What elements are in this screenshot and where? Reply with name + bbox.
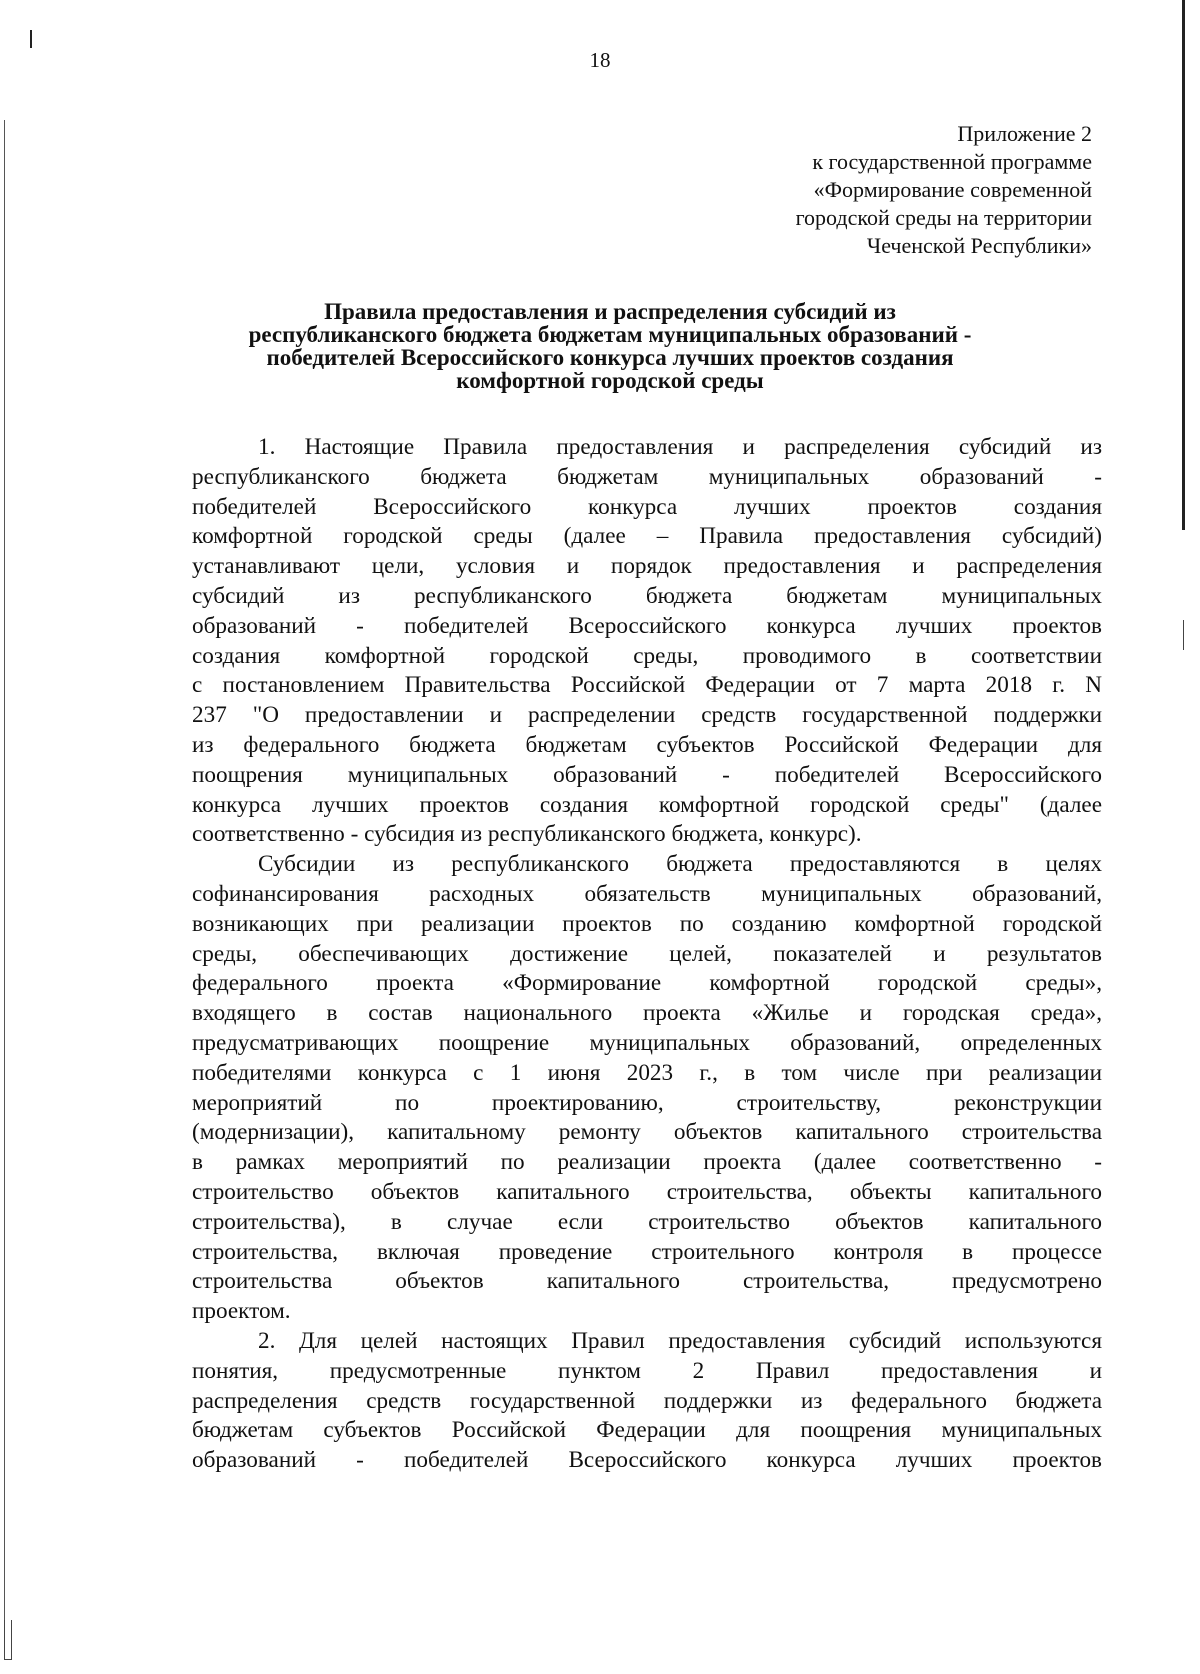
paragraph-line: из федерального бюджета бюджетам субъектов Российской Федерации для <box>192 731 1102 758</box>
annex-line: Приложение 2 <box>957 121 1092 146</box>
paragraph-line: победителями конкурса с 1 июня 2023 г., в том числе при реализации <box>192 1059 1102 1086</box>
annex-line: к государственной программе <box>812 149 1092 174</box>
paragraph-line: бюджетам субъектов Российской Федерации для поощрения муниципальных <box>192 1417 1102 1444</box>
paragraph-line: создания комфортной городской среды, проводимого в соответствии <box>192 642 1102 669</box>
annex-line: Чеченской Республики» <box>866 233 1092 258</box>
title-line: Правила предоставления и распределения субсидий из <box>324 299 896 324</box>
annex-line: «Формирование современной <box>813 177 1092 202</box>
paragraph-line: федерального проекта «Формирование комфортной городской среды», <box>192 970 1102 997</box>
paragraph-line: Субсидии из республиканского бюджета предоставляются в целях <box>258 851 1102 878</box>
paragraph-line: республиканского бюджета бюджетам муниципальных образований - <box>192 463 1102 490</box>
body-text <box>192 433 1102 1476</box>
annex-line: городской среды на территории <box>795 205 1092 230</box>
document-title <box>190 300 1030 392</box>
paragraph-line: победителей Всероссийского конкурса лучших проектов создания <box>192 493 1102 520</box>
paragraph-line: входящего в состав национального проекта «Жилье и городская среда», <box>192 1000 1102 1027</box>
paragraph-line: устанавливают цели, условия и порядок предоставления и распределения <box>192 553 1102 580</box>
paragraph-line: соответственно - субсидия из республиканского бюджета, конкурс). <box>192 821 862 848</box>
paragraph-line: среды, обеспечивающих достижение целей, показателей и результатов <box>192 940 1102 967</box>
paragraph-line: образований - победителей Всероссийского конкурса лучших проектов <box>192 1447 1102 1474</box>
paragraph-line: софинансирования расходных обязательств муниципальных образований, <box>192 880 1102 907</box>
paragraph-line: строительства объектов капитального строительства, предусмотрено <box>192 1268 1102 1295</box>
paragraph-line: субсидий из республиканского бюджета бюджетам муниципальных <box>192 582 1102 609</box>
title-line: победителей Всероссийского конкурса лучших проектов создания <box>266 345 954 370</box>
paragraph-line: с постановлением Правительства Российской Федерации от 7 марта 2018 г. N <box>192 672 1102 699</box>
paragraph-line: распределения средств государственной поддержки из федерального бюджета <box>192 1387 1102 1414</box>
paragraph-line: строительства), в случае если строительство объектов капитального <box>192 1208 1102 1235</box>
scan-edge-left <box>4 120 5 1640</box>
paragraph-line: образований - победителей Всероссийского конкурса лучших проектов <box>192 612 1102 639</box>
paragraph-line: в рамках мероприятий по реализации проекта (далее соответственно - <box>192 1149 1102 1176</box>
paragraph-line: 237 "О предоставлении и распределении средств государственной поддержки <box>192 702 1102 729</box>
paragraph-line: поощрения муниципальных образований - победителей Всероссийского <box>192 761 1102 788</box>
page-number: 18 <box>589 48 611 72</box>
scan-edge-left-bottom <box>4 1620 12 1660</box>
paragraph-line: строительства, включая проведение строительного контроля в процессе <box>192 1238 1102 1265</box>
paragraph-line: строительство объектов капитального строительства, объекты капитального <box>192 1178 1102 1205</box>
paragraph-line: конкурса лучших проектов создания комфортной городской среды" (далее <box>192 791 1102 818</box>
paragraph-line: мероприятий по проектированию, строительству, реконструкции <box>192 1089 1102 1116</box>
scan-edge-right-mark <box>1183 620 1184 650</box>
paragraph-line: понятия, предусмотренные пунктом 2 Правил предоставления и <box>192 1357 1102 1384</box>
paragraph-line: 1. Настоящие Правила предоставления и распределения субсидий из <box>258 434 1102 460</box>
annex-block <box>672 120 1092 260</box>
title-line: комфортной городской среды <box>456 368 764 393</box>
paragraph-line: (модернизации), капитальному ремонту объектов капитального строительства <box>192 1119 1102 1146</box>
paragraph-line: возникающих при реализации проектов по созданию комфортной городской <box>192 910 1102 937</box>
paragraph-line: комфортной городской среды (далее – Правила предоставления субсидий) <box>192 523 1102 550</box>
scan-edge-right <box>1182 0 1185 530</box>
scan-edge-mark <box>30 30 32 48</box>
paragraph-line: 2. Для целей настоящих Правил предоставления субсидий используются <box>258 1327 1102 1354</box>
paragraph-line: проектом. <box>192 1298 291 1325</box>
title-line: республиканского бюджета бюджетам муниципальных образований - <box>248 322 972 347</box>
paragraph-line: предусматривающих поощрение муниципальных образований, определенных <box>192 1029 1102 1056</box>
